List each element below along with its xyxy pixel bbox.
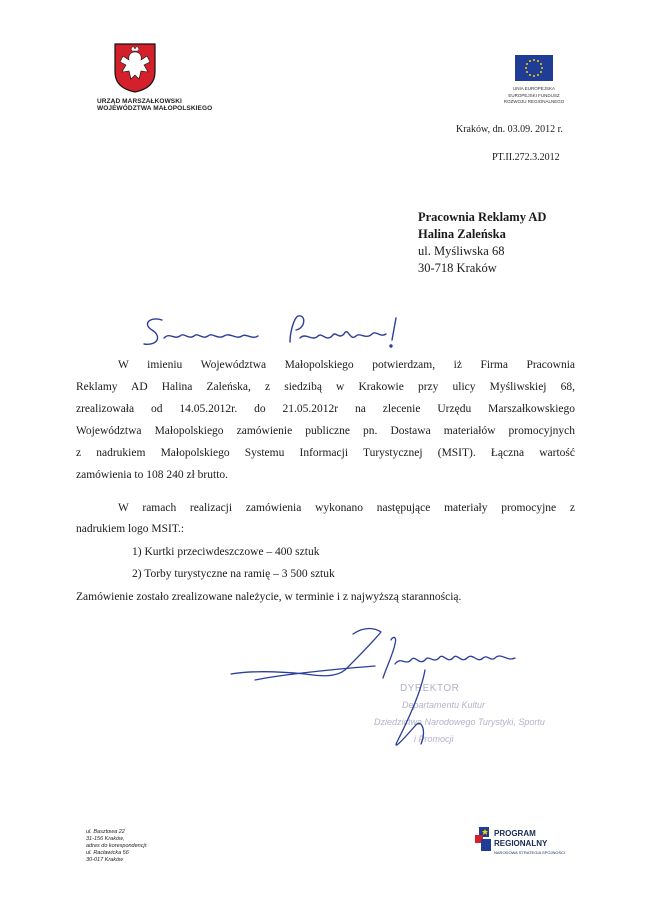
body-p1-line5: z nadrukiem Małopolskiego Systemu Informacji Turystycznej (MSIT). Łączna wartość	[76, 447, 575, 459]
closing-sentence: Zamówienie zostało zrealizowane należycie, w terminie i z najwyższą starannością.	[76, 591, 462, 603]
eu-flag-logo	[515, 55, 553, 81]
eu-label-line2: EUROPEJSKI FUNDUSZ	[508, 93, 560, 98]
stamp-line: Departamentu Kultur	[402, 700, 486, 710]
recipient-street: ul. Myśliwska 68	[418, 244, 505, 258]
footer-address-line: 30-017 Kraków	[86, 857, 123, 863]
reference-number: PT.II.272.3.2012	[492, 152, 560, 163]
recipient-city: 30-718 Kraków	[418, 261, 497, 275]
stamp-title: DYREKTOR	[400, 683, 460, 694]
body-p1-line1: W imieniu Województwa Małopolskiego potwierdzam, iż Firma Pracownia	[118, 359, 575, 371]
stamp-line: i Promocji	[414, 734, 454, 744]
body-p1-line6: zamówienia to 108 240 zł brutto.	[76, 469, 229, 481]
footer-address-line: ul. Racławicka 56	[86, 850, 129, 856]
org-name-line1: URZĄD MARSZAŁKOWSKI	[97, 98, 182, 105]
signature	[225, 622, 555, 752]
recipient-person: Halina Zaleńska	[418, 227, 506, 241]
eu-label-line3: ROZWOJU REGIONALNEGO	[503, 99, 565, 104]
program-label-line1: PROGRAM	[494, 829, 536, 838]
org-name-line2: WOJEWÓDZTWA MAŁOPOLSKIEGO	[97, 105, 213, 112]
handwritten-greeting	[140, 312, 420, 362]
eu-label-line1: UNIA EUROPEJSKA	[512, 86, 555, 91]
body-p2-line1: W ramach realizacji zamówienia wykonano następujące materiały promocyjne z	[118, 502, 575, 514]
list-item: 2) Torby turystyczne na ramię – 3 500 sztuk	[132, 568, 335, 580]
stamp-line: Dziedzictwa Narodowego Turystyki, Sportu	[374, 717, 545, 727]
body-p1-line2: Reklamy AD Halina Zaleńska, z siedzibą w Krakowie przy ulicy Myśliwskiej 68,	[76, 381, 575, 393]
recipient-company: Pracownia Reklamy AD	[418, 210, 547, 224]
program-regionalny-logo-icon	[475, 827, 491, 857]
footer-address-line: adres do korespondencji:	[86, 843, 148, 849]
letter-date: Kraków, dn. 03.09. 2012 r.	[456, 124, 563, 135]
program-label-line3: NARODOWA STRATEGIA SPÓJNOŚCI	[494, 850, 566, 855]
list-item: 1) Kurtki przeciwdeszczowe – 400 sztuk	[132, 546, 320, 558]
body-p1-line4: Województwa Małopolskiego zamówienie publiczne pn. Dostawa materiałów promocyjnych	[76, 425, 575, 437]
footer-address-line: ul. Basztowa 22	[86, 829, 125, 835]
footer-address-line: 31-156 Kraków,	[86, 836, 125, 842]
program-label-line2: REGIONALNY	[494, 839, 548, 848]
body-p1-line3: zrealizowała od 14.05.2012r. do 21.05.2012r na zlecenie Urzędu Marszałkowskiego	[76, 403, 575, 415]
body-p2-line2: nadrukiem logo MSIT.:	[76, 523, 185, 535]
malopolska-crest-logo	[113, 42, 157, 94]
